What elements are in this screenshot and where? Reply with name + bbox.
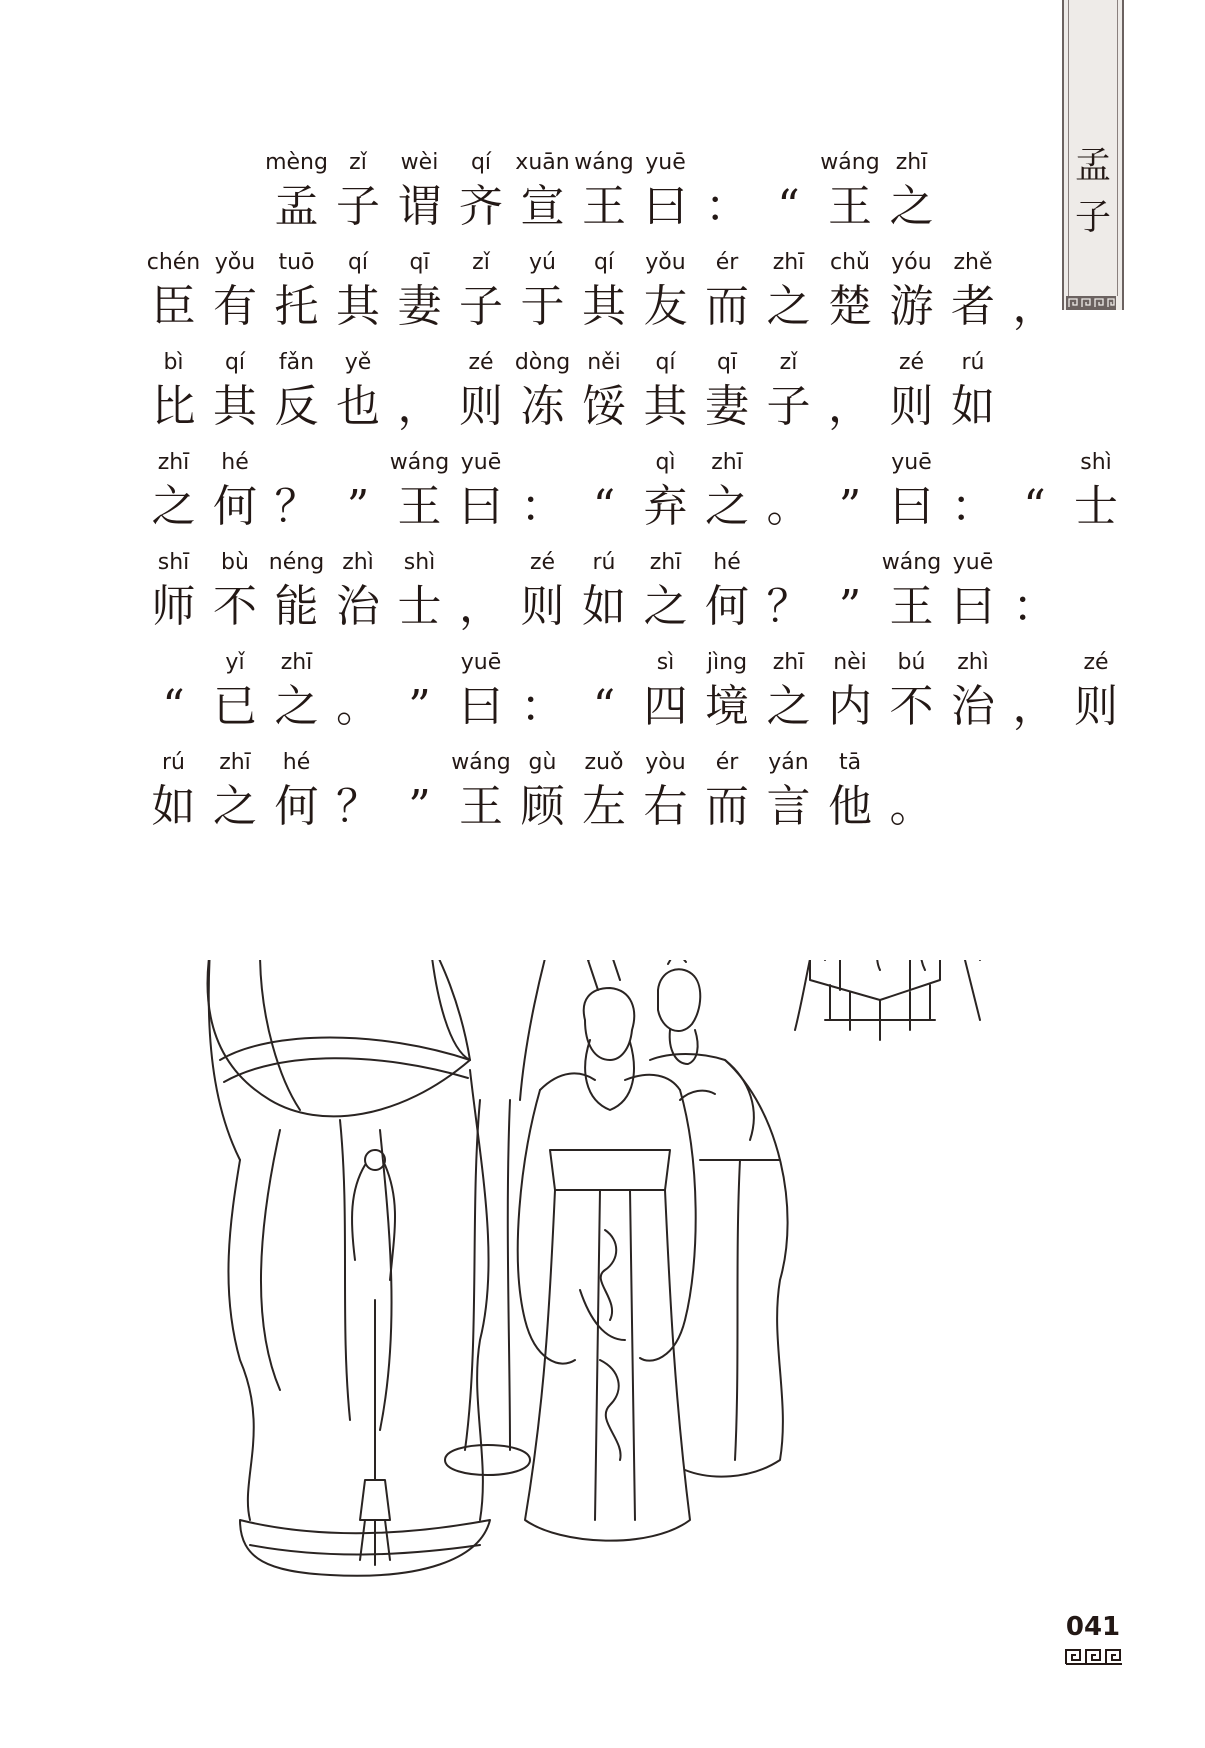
hanzi-character: 内	[828, 681, 872, 732]
pinyin-label: qì	[655, 450, 676, 475]
pinyin-label: zǐ	[472, 250, 490, 275]
pinyin-label: gù	[528, 750, 557, 775]
hanzi-character: 子	[336, 181, 380, 232]
hanzi-character: 能	[274, 581, 319, 632]
pinyin-label: qī	[409, 250, 430, 275]
hanzi-character: 曰	[459, 681, 503, 732]
hanzi-character: 曰	[889, 481, 934, 532]
pinyin-label: shì	[1080, 450, 1112, 475]
hanzi-character: 如	[951, 381, 995, 432]
hanzi-character: 治	[336, 581, 380, 632]
hanzi-character: 谓	[397, 181, 442, 232]
hanzi-character: 于	[520, 281, 565, 332]
pinyin-label: zé	[898, 350, 925, 375]
pinyin-label: yǐ	[225, 650, 245, 675]
hanzi-character: 则	[520, 581, 565, 632]
pinyin-label: zé	[529, 550, 556, 575]
hanzi-character: 之	[643, 581, 688, 632]
pinyin-label: shì	[403, 550, 436, 575]
pinyin-label: zhī	[157, 450, 190, 475]
pinyin-label: xuān	[515, 150, 570, 175]
pinyin-label: zhě	[953, 250, 993, 275]
pinyin-label: zé	[1083, 650, 1109, 675]
pinyin-label: yuē	[952, 550, 994, 575]
hanzi-character: 友	[643, 281, 688, 332]
hanzi-character: 四	[643, 681, 688, 732]
pinyin-label: wáng	[820, 150, 880, 175]
hanzi-character: ？	[766, 581, 811, 632]
hanzi-character: 宣	[520, 181, 565, 232]
pinyin-label: yuē	[891, 450, 932, 475]
hanzi-character: ”	[838, 581, 862, 632]
hanzi-character: 之	[151, 481, 196, 532]
pinyin-label: rú	[162, 750, 185, 775]
hanzi-character: “	[592, 481, 616, 532]
pinyin-label: qí	[347, 250, 369, 275]
hanzi-character: 何	[213, 481, 257, 532]
pinyin-label: tā	[838, 750, 862, 775]
hanzi-character: 子	[766, 381, 811, 432]
hanzi-character: 不	[213, 581, 257, 632]
hanzi-character: ，	[459, 581, 503, 632]
chapter-title-char: 子	[1074, 197, 1111, 238]
pinyin-label: wáng	[451, 750, 511, 775]
pinyin-label: hé	[221, 450, 249, 475]
hanzi-character: 士	[1074, 481, 1118, 532]
pinyin-label: yuē	[645, 150, 686, 175]
hanzi-character: 子	[459, 281, 503, 332]
hanzi-character: ”	[838, 481, 862, 532]
hanzi-character: 孟	[274, 181, 319, 232]
hanzi-character: 妻	[705, 381, 749, 432]
hanzi-character: 之	[213, 781, 257, 832]
hanzi-character: “	[592, 681, 616, 732]
pinyin-label: wáng	[881, 550, 942, 575]
hanzi-character: 之	[274, 681, 319, 732]
hanzi-character: 不	[889, 681, 934, 732]
pinyin-label: yán	[768, 750, 809, 775]
pinyin-label: néng	[268, 550, 325, 575]
hanzi-character: 士	[397, 581, 442, 632]
hanzi-character: 。	[889, 781, 934, 832]
text-line	[0, 650, 1205, 760]
pinyin-label: zhī	[895, 150, 928, 175]
pinyin-label: yě	[344, 350, 372, 375]
hanzi-character: 治	[951, 681, 995, 732]
pinyin-label: chén	[146, 250, 201, 275]
hanzi-character: 之	[705, 481, 749, 532]
hanzi-character: 如	[151, 781, 196, 832]
pinyin-label: něi	[587, 350, 621, 375]
hanzi-character: 齐	[459, 181, 503, 232]
pinyin-label: yóu	[891, 250, 932, 275]
pinyin-label: hé	[282, 750, 311, 775]
hanzi-character: 臣	[151, 281, 196, 332]
pinyin-label: jìng	[706, 650, 748, 675]
hanzi-character: 其	[582, 281, 626, 332]
hanzi-character: 王	[828, 181, 872, 232]
hanzi-character: 曰	[951, 581, 995, 632]
hanzi-character: 王	[459, 781, 503, 832]
hanzi-character: 他	[828, 781, 872, 832]
hanzi-character: ，	[397, 381, 442, 432]
pinyin-label: bì	[163, 350, 184, 375]
pinyin-label: fǎn	[278, 350, 315, 375]
hanzi-character: 反	[274, 381, 319, 432]
hanzi-character: 馁	[582, 381, 626, 432]
hanzi-character: ”	[408, 781, 431, 832]
pinyin-label: zǐ	[349, 150, 367, 175]
pinyin-label: zé	[468, 350, 494, 375]
hanzi-character: 顾	[520, 781, 565, 832]
hanzi-character: ：	[520, 681, 565, 732]
hanzi-character: 托	[274, 281, 319, 332]
hanzi-character: 则	[459, 381, 503, 432]
pinyin-label: yú	[529, 250, 556, 275]
pinyin-label: qí	[224, 350, 246, 375]
hanzi-character: 也	[336, 381, 380, 432]
hanzi-character: ，	[1012, 281, 1057, 332]
hanzi-character: ，	[1012, 681, 1057, 732]
hanzi-character: “	[162, 681, 185, 732]
hanzi-character: 则	[1074, 681, 1118, 732]
text-line	[0, 150, 1205, 260]
hanzi-character: ，	[828, 381, 872, 432]
pinyin-label: rú	[592, 550, 616, 575]
hanzi-character: 者	[951, 281, 995, 332]
hanzi-character: 。	[336, 681, 380, 732]
text-line	[0, 450, 1205, 560]
pinyin-label: wáng	[574, 150, 634, 175]
pinyin-label: zhī	[219, 750, 251, 775]
hanzi-character: 之	[889, 181, 934, 232]
text-line	[0, 250, 1205, 360]
pinyin-label: ér	[715, 250, 739, 275]
hanzi-character: 而	[705, 781, 749, 832]
hanzi-character: ？	[274, 481, 319, 532]
hanzi-character: 之	[766, 281, 811, 332]
hanzi-character: ：	[520, 481, 565, 532]
hanzi-character: 楚	[828, 281, 872, 332]
hanzi-character: “	[1023, 481, 1046, 532]
hanzi-character: 曰	[459, 481, 503, 532]
hanzi-character: 其	[643, 381, 688, 432]
text-line	[0, 550, 1205, 660]
hanzi-character: ？	[336, 781, 380, 832]
minister-figure-drawing	[650, 960, 788, 1477]
pinyin-label: nèi	[833, 650, 867, 675]
hanzi-character: 冻	[520, 381, 565, 432]
chapter-title-char: 孟	[1074, 145, 1111, 186]
hanzi-character: 左	[582, 781, 626, 832]
pinyin-label: zhī	[772, 250, 805, 275]
pinyin-label: zuǒ	[584, 750, 624, 775]
pinyin-label: qí	[593, 250, 615, 275]
hanzi-character: ”	[408, 681, 431, 732]
hanzi-character: 比	[151, 381, 196, 432]
pillar-drawing	[445, 960, 560, 1475]
hanzi-character: ：	[1012, 581, 1057, 632]
hanzi-character: 境	[705, 681, 749, 732]
hanzi-character: “	[777, 181, 800, 232]
pinyin-label: yǒu	[645, 250, 686, 275]
hanzi-character: ：	[705, 181, 749, 232]
pinyin-label: qī	[716, 350, 738, 375]
hanzi-character: 如	[582, 581, 626, 632]
pinyin-label: bù	[221, 550, 249, 575]
hanzi-character: 师	[151, 581, 196, 632]
pinyin-label: zhī	[649, 550, 682, 575]
text-line	[0, 750, 1205, 860]
pinyin-label: ér	[715, 750, 739, 775]
hanzi-character: 曰	[643, 181, 688, 232]
hanzi-character: 右	[643, 781, 688, 832]
pinyin-label: yuē	[460, 650, 502, 675]
illustration-king-and-minister	[180, 960, 1020, 1590]
pinyin-label: zhì	[957, 650, 989, 675]
pinyin-label: tuō	[278, 250, 315, 275]
hanzi-character: 其	[213, 381, 257, 432]
hanzi-character: 有	[213, 281, 257, 332]
hanzi-character: 其	[336, 281, 380, 332]
hanzi-character: 何	[705, 581, 749, 632]
pinyin-label: yuē	[460, 450, 502, 475]
pinyin-label: dòng	[514, 350, 571, 375]
page-number-ornament	[1064, 1646, 1124, 1666]
pinyin-label: wèi	[400, 150, 439, 175]
pinyin-label: zǐ	[779, 350, 798, 375]
text-line	[0, 350, 1205, 460]
hanzi-character: 言	[766, 781, 811, 832]
pinyin-label: zhì	[342, 550, 374, 575]
pinyin-label: yǒu	[214, 250, 256, 275]
hanzi-character: 已	[213, 681, 257, 732]
hanzi-character: 何	[274, 781, 319, 832]
hanzi-character: 弃	[643, 481, 688, 532]
pinyin-label: hé	[713, 550, 741, 575]
hanzi-character: 王	[889, 581, 934, 632]
pinyin-label: wáng	[389, 450, 450, 475]
beam-and-lantern-drawing	[560, 960, 982, 1040]
pinyin-label: chǔ	[830, 250, 870, 275]
pinyin-label: qí	[655, 350, 676, 375]
hanzi-character: ：	[951, 481, 995, 532]
pinyin-label: yòu	[645, 750, 686, 775]
pinyin-label: zhī	[772, 650, 805, 675]
pinyin-label: mèng	[265, 150, 328, 175]
hanzi-character: 。	[766, 481, 811, 532]
curtain-drawing	[208, 960, 491, 1576]
pinyin-label: sì	[656, 650, 675, 675]
hanzi-character: 妻	[397, 281, 442, 332]
pinyin-label: zhī	[711, 450, 743, 475]
pinyin-label: zhī	[280, 650, 313, 675]
hanzi-character: 则	[889, 381, 934, 432]
pinyin-label: rú	[961, 350, 985, 375]
page-number: 041	[1065, 1612, 1121, 1642]
hanzi-character: 而	[705, 281, 749, 332]
hanzi-character: 之	[766, 681, 811, 732]
hanzi-character: 王	[582, 181, 626, 232]
pinyin-label: bú	[897, 650, 926, 675]
hanzi-character: 游	[889, 281, 934, 332]
hanzi-character: ”	[346, 481, 370, 532]
pinyin-label: shī	[157, 550, 190, 575]
pinyin-label: qí	[470, 150, 492, 175]
hanzi-character: 王	[397, 481, 442, 532]
king-figure-drawing	[518, 960, 696, 1541]
